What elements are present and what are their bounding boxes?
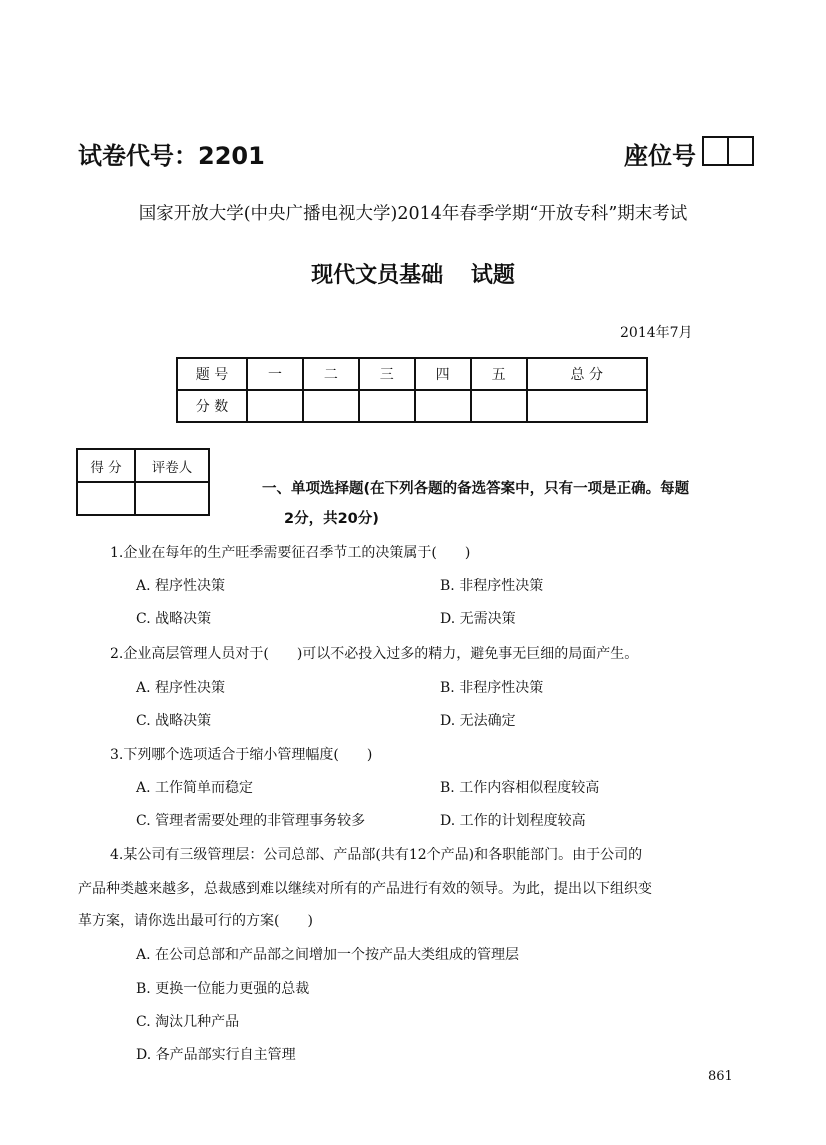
page-number: 861: [708, 1069, 733, 1084]
seat-number-boxes: [702, 136, 754, 166]
question-4-option-d: D. 各产品部实行自主管理: [136, 1047, 296, 1063]
score-blank: [359, 390, 415, 422]
score-cell: 题 号: [177, 358, 247, 390]
question-1-option-a: A. 程序性决策: [136, 578, 226, 594]
score-blank: [415, 390, 471, 422]
question-1-option-b: B. 非程序性决策: [440, 578, 544, 594]
question-4-option-a: A. 在公司总部和产品部之间增加一个按产品大类组成的管理层: [136, 947, 520, 963]
exam-date: 2014年7月: [620, 325, 693, 341]
grader-reviewer-label: 评卷人: [135, 449, 209, 482]
exam-title: 现代文员基础 试题: [311, 263, 515, 288]
grader-blank: [135, 482, 209, 515]
grader-blank: [77, 482, 135, 515]
exam-code: 试卷代号：2201: [78, 142, 265, 170]
grader-score-label: 得 分: [77, 449, 135, 482]
question-4-stem: 革方案，请你选出最可行的方案( ): [78, 913, 313, 929]
question-1-option-c: C. 战略决策: [136, 611, 212, 627]
question-4-stem: 4.某公司有三级管理层：公司总部、产品部(共有12个产品)和各职能部门。由于公司的: [110, 847, 643, 863]
question-2-option-b: B. 非程序性决策: [440, 680, 544, 696]
score-blank: [527, 390, 647, 422]
section-line: 一、单项选择题(在下列各题的备选答案中，只有一项是正确。每题: [262, 481, 690, 497]
question-3-option-d: D. 工作的计划程度较高: [440, 813, 586, 829]
question-2-option-d: D. 无法确定: [440, 713, 516, 729]
grader-table: [76, 448, 210, 516]
question-1-stem: 1.企业在每年的生产旺季需要征召季节工的决策属于( ): [110, 545, 471, 561]
score-table-score-row: [177, 390, 647, 422]
score-cell: 二: [303, 358, 359, 390]
section-heading: [262, 474, 689, 534]
question-2-stem: 2.企业高层管理人员对于( )可以不必投入过多的精力，避免事无巨细的局面产生。: [110, 646, 639, 662]
exam-subtitle: 国家开放大学(中央广播电视大学)2014年春季学期“开放专科”期末考试: [138, 204, 688, 224]
score-cell: 一: [247, 358, 303, 390]
section-line: 2分，共20分): [284, 511, 379, 527]
question-3-option-a: A. 工作简单而稳定: [136, 780, 254, 796]
question-1-option-d: D. 无需决策: [440, 611, 516, 627]
question-4-option-c: C. 淘汰几种产品: [136, 1014, 240, 1030]
score-cell: 分 数: [177, 390, 247, 422]
question-2-option-a: A. 程序性决策: [136, 680, 226, 696]
score-cell: 五: [471, 358, 527, 390]
question-3-option-b: B. 工作内容相似程度较高: [440, 780, 600, 796]
seat-number-label: 座位号: [624, 142, 696, 170]
score-blank: [471, 390, 527, 422]
score-cell: 四: [415, 358, 471, 390]
score-blank: [247, 390, 303, 422]
question-4-stem: 产品种类越来越多，总裁感到难以继续对所有的产品进行有效的领导。为此，提出以下组织变: [78, 881, 652, 897]
question-3-option-c: C. 管理者需要处理的非管理事务较多: [136, 813, 366, 829]
question-3-stem: 3.下列哪个选项适合于缩小管理幅度( ): [110, 747, 373, 763]
score-cell: 总 分: [527, 358, 647, 390]
score-table: [176, 357, 648, 423]
score-cell: 三: [359, 358, 415, 390]
score-table-header-row: [177, 358, 647, 390]
question-2-option-c: C. 战略决策: [136, 713, 212, 729]
question-4-option-b: B. 更换一位能力更强的总裁: [136, 981, 310, 997]
score-blank: [303, 390, 359, 422]
